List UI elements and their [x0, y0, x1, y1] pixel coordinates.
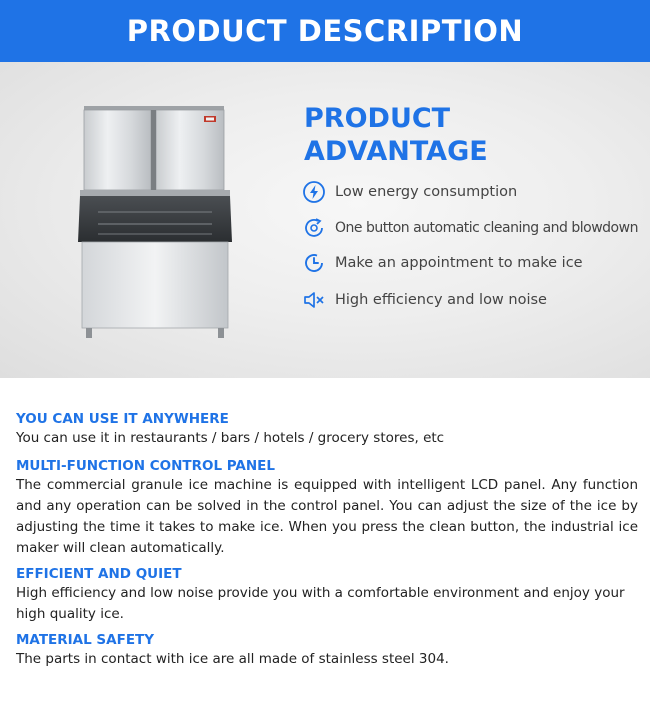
section-body: The commercial granule ice machine is equipped with intelligent LCD panel. Any function and any operation can be solved in the control panel. You can adjust the size of the ice by adjusting the time it takes to make ice. When you press the clean button, the industrial ice maker will clean automatically.: [16, 477, 638, 556]
ice-machine-image: [76, 106, 236, 338]
feature-label: Low energy consumption: [335, 184, 518, 200]
feature-item-noise: [302, 287, 547, 313]
section-use-anywhere: [16, 410, 638, 449]
clock-icon: [302, 251, 326, 275]
advantage-title-line1: PRODUCT: [304, 103, 451, 134]
cleaning-icon: [302, 216, 326, 240]
feature-item-energy: [302, 179, 517, 205]
section-heading: EFFICIENT AND QUIET: [16, 566, 182, 582]
lightning-icon: [302, 180, 326, 204]
page-title: PRODUCT DESCRIPTION: [126, 14, 524, 48]
feature-item-appointment: [302, 250, 583, 276]
feature-label: One button automatic cleaning and blowdown: [335, 220, 638, 236]
section-body: The parts in contact with ice are all made of stainless steel 304.: [16, 651, 449, 667]
section-heading: MATERIAL SAFETY: [16, 632, 155, 648]
section-heading: YOU CAN USE IT ANYWHERE: [16, 411, 229, 427]
feature-label: Make an appointment to make ice: [335, 255, 583, 271]
feature-item-cleaning: [302, 215, 638, 241]
advantage-title-line2: ADVANTAGE: [304, 136, 488, 167]
section-heading: MULTI-FUNCTION CONTROL PANEL: [16, 458, 275, 474]
advantage-title: [304, 102, 604, 168]
feature-label: High efficiency and low noise: [335, 292, 547, 308]
section-material-safety: [16, 631, 638, 670]
section-body: You can use it in restaurants / bars / hotels / grocery stores, etc: [16, 430, 445, 446]
header-banner: [0, 0, 650, 62]
section-control-panel: [16, 457, 638, 559]
section-efficient-quiet: [16, 565, 638, 625]
mute-speaker-icon: [302, 288, 326, 312]
section-body: High efficiency and low noise provide you with a comfortable environment and enjoy your high quality ice.: [16, 585, 625, 622]
